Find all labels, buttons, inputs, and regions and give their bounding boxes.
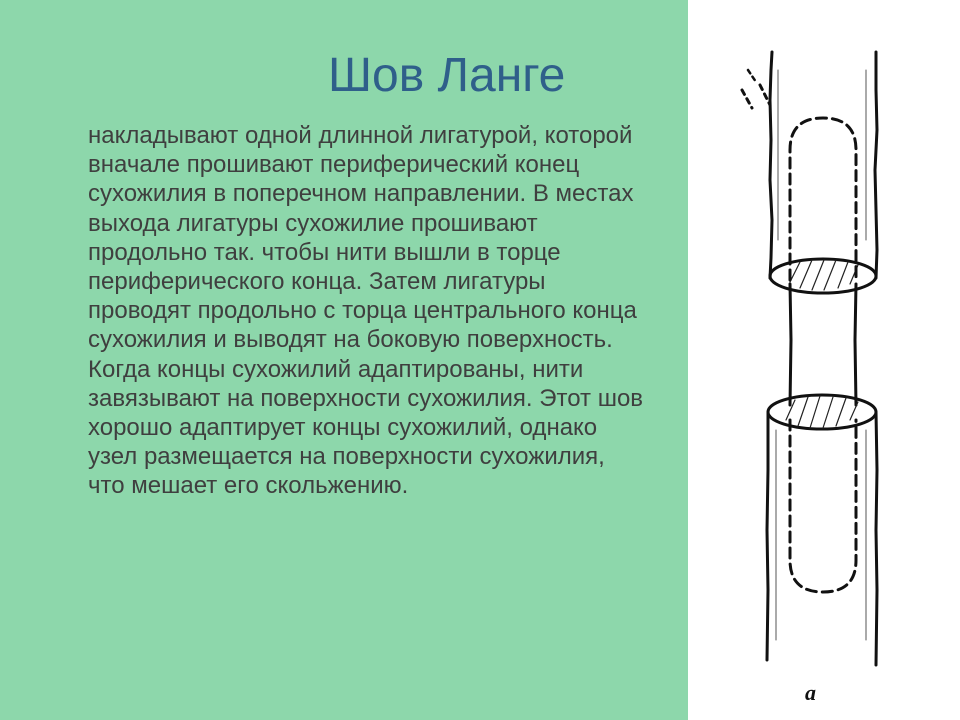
figure-label: а (805, 680, 816, 705)
upper-tendon-right-edge (875, 52, 877, 278)
upper-tendon-left-edge (770, 52, 772, 278)
upper-suture-loop (790, 118, 856, 280)
lower-suture-loop (790, 420, 856, 592)
suture-thread-right (855, 284, 856, 405)
tendon-suture-illustration (688, 0, 960, 720)
lower-tendon-left-edge (767, 412, 768, 660)
suture-thread-left (790, 284, 791, 405)
body-paragraph: накладывают одной длинной лигатурой, которой вначале прошивают периферический конец сухожилия в поперечном направлении. В местах выхода лигатуры сухожилие прошивают продольно так. чтобы нити вышли в торце периферического конца. Затем лигатуры проводят продольно с торца центрального конца сухожилия и выводят на боковую поверхность. Когда концы сухожилий адаптированы, нити завязывают на поверхности сухожилия. Этот шов хорошо адаптирует концы сухожилий, однако узел размещается на поверхности сухожилия, что мешает его скольжению. (88, 122, 644, 500)
lower-tendon-right-edge (876, 412, 877, 665)
slide-title: Шов Ланге (328, 49, 566, 102)
slide-body-text (88, 121, 648, 501)
lower-tendon-end (768, 395, 876, 429)
